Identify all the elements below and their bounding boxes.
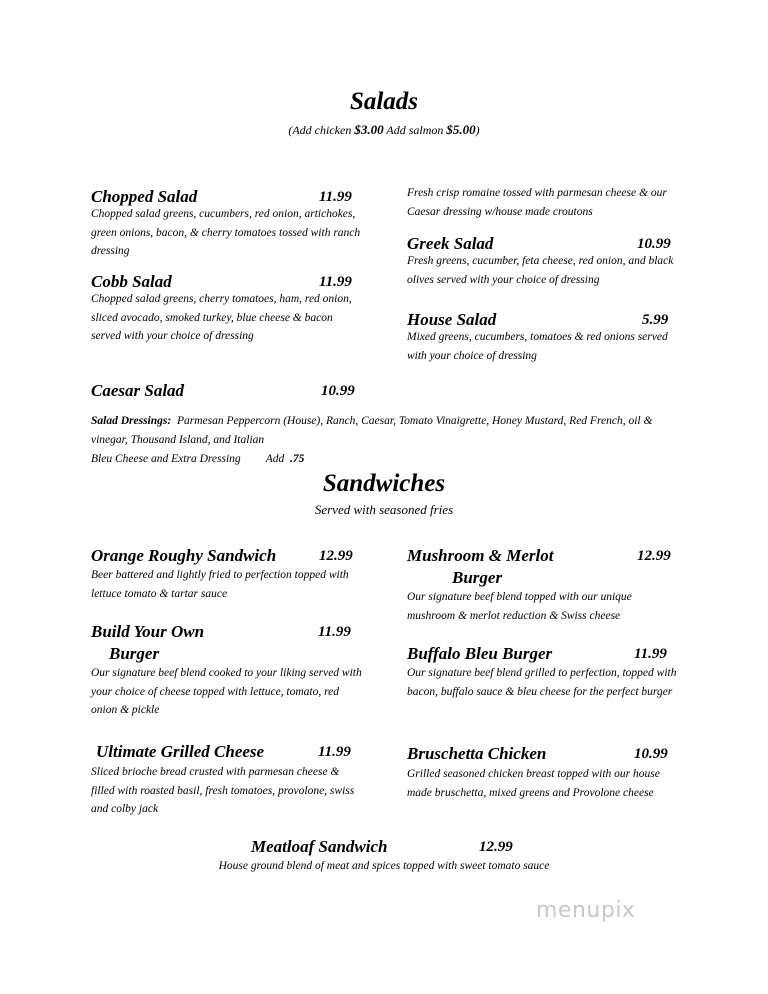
menu-item-price: 10.99 [634, 746, 668, 762]
menu-item-name: Buffalo Bleu Burger [407, 644, 553, 663]
menu-item-name: Build Your Own [91, 622, 205, 641]
menu-item-name: Mushroom & Merlot [407, 546, 554, 565]
menu-item-price: 12.99 [319, 548, 353, 564]
menu-item-description: Beer battered and lightly fried to perfection topped with lettuce tomato & tartar sauce [91, 569, 349, 600]
addon-chicken-price: $3.00 [354, 122, 384, 137]
menu-item-name: Meatloaf Sandwich [251, 837, 388, 856]
menu-item-price: 11.99 [319, 189, 352, 205]
menu-item-name: Ultimate Grilled Cheese [96, 742, 265, 761]
menu-item-name: Bruschetta Chicken [407, 744, 547, 763]
addon-salmon-label: Add salmon [386, 123, 444, 137]
watermark-logo: menupix [536, 898, 636, 923]
salad-dressings-list: Parmesan Peppercorn (House), Ranch, Caesar, Tomato Vinaigrette, Honey Mustard, Red French, oil & vinegar, Thousand Island, and Italian [91, 415, 653, 446]
menu-item-price: 10.99 [637, 236, 671, 252]
menu-item-name: Chopped Salad [91, 187, 198, 206]
extra-dressing-price: .75 [289, 453, 305, 465]
menu-item-price: 10.99 [321, 383, 355, 399]
menu-item-name: Greek Salad [407, 234, 494, 253]
addon-chicken-label: (Add chicken [288, 123, 352, 137]
extra-dressing-add: Add [265, 453, 285, 465]
menu-item-description: Sliced brioche bread crusted with parmesan cheese & filled with roasted basil, fresh tomatoes, provolone, swiss and colby jack [91, 766, 355, 815]
menu-item-description: Chopped salad greens, cherry tomatoes, ham, red onion, sliced avocado, smoked turkey, blue cheese & bacon served with your choice of dressing [91, 293, 352, 342]
menu-item-name: Cobb Salad [91, 272, 172, 291]
menu-item-description: Our signature beef blend topped with our unique mushroom & merlot reduction & Swiss cheese [407, 591, 632, 622]
extra-dressing-line [91, 450, 304, 469]
sandwiches-subtitle: Served with seasoned fries [314, 502, 454, 517]
sandwiches-section-title: Sandwiches [322, 470, 446, 497]
menu-item-price: 11.99 [318, 624, 351, 640]
salad-dressings [91, 412, 683, 449]
menu-item-price: 12.99 [637, 548, 671, 564]
extra-dressing-label: Bleu Cheese and Extra Dressing [91, 453, 241, 465]
menu-item-description: Grilled seasoned chicken breast topped with our house made bruschetta, mixed greens and Provolone cheese [407, 768, 660, 799]
menu-item-name: Caesar Salad [91, 381, 185, 400]
menu-item-name: Orange Roughy Sandwich [91, 546, 277, 565]
menu-item-price: 11.99 [318, 744, 351, 760]
menu-item-description: Fresh greens, cucumber, feta cheese, red onion, and black olives served with your choice of dressing [407, 255, 674, 286]
salads-addon-note [0, 122, 768, 138]
menu-item-description: House ground blend of meat and spices topped with sweet tomato sauce [218, 860, 550, 872]
menu-item-description: Chopped salad greens, cucumbers, red onion, artichokes, green onions, bacon, & cherry tomatoes tossed with ranch dressing [91, 208, 361, 257]
menu-item-price: 5.99 [642, 312, 669, 328]
menu-item-description: Our signature beef blend cooked to your liking served with your choice of cheese topped with lettuce, tomato, red onion & pickle [91, 667, 362, 716]
menu-item-name-line2: Burger [109, 644, 160, 663]
salad-dressings-label: Salad Dressings: [91, 415, 172, 427]
addon-close: ) [475, 123, 480, 137]
menu-item-name-line2: Burger [452, 568, 503, 587]
menu-item-description: Mixed greens, cucumbers, tomatoes & red onions served with your choice of dressing [407, 331, 668, 362]
menu-item-price: 11.99 [319, 274, 352, 290]
menu-item-price: 11.99 [634, 646, 667, 662]
menu-item-price: 12.99 [479, 839, 513, 855]
addon-salmon-price: $5.00 [446, 122, 476, 137]
salads-section-title: Salads [349, 88, 419, 115]
caesar-salad-description: Fresh crisp romaine tossed with parmesan cheese & our Caesar dressing w/house made croutons [407, 187, 667, 218]
menu-item-description: Our signature beef blend grilled to perfection, topped with bacon, buffalo sauce & bleu cheese for the perfect burger [407, 667, 677, 698]
menu-item-name: House Salad [407, 310, 497, 329]
